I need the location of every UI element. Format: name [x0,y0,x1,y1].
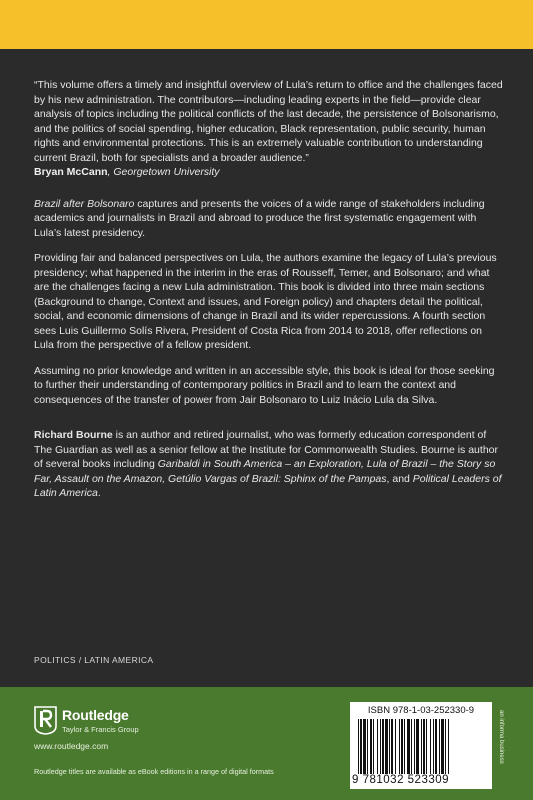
barcode-bar [360,719,362,774]
review-quote: “This volume offers a timely and insightful overview of Lula’s return to office and the challenges faced by his new administration. The contributors—including leading experts in the field—provide clear analysis of topics including the political conflicts of the last decade, the persistence of Bolsonarismo, and the politics of social spending, higher education, Black representation, public security, human rights and environmental protections. This is an extremely valuable contribution to understanding current Brazil, both for specialists and a broader audience.” [34,79,503,164]
routledge-logo-icon [34,706,57,735]
subject-category: POLITICS / LATIN AMERICA [34,655,154,665]
barcode-bar [416,719,419,774]
barcode-bar [433,719,434,774]
ebook-note: Routledge titles are available as eBook editions in a range of digital formats [34,767,274,776]
author-bio: Richard Bourne is an author and retired journalist, who was formerly education correspondent of The Guardian as well as a senior fellow at the Institute for Commonwealth Studies. Bourne is author of several books including Garibaldi in South America – an Exploration, Lula of Brazil – the Story so Far, Assault on the Amazon, Getúlio Vargas of Brazil: Sphinx of the Pampas, and Political Leaders of Latin America. [34,429,502,499]
reviewer-name: Bryan McCann [34,166,108,178]
barcode-bar [385,719,388,774]
barcode-bar [367,719,368,774]
book-title-inline: Brazil after Bolsonaro [34,197,135,210]
barcode-bar [414,719,415,774]
barcode-bar [441,719,444,774]
barcode-bar [363,719,366,774]
barcode-bar [439,719,440,774]
barcode-bar [407,719,410,774]
barcode-bar [426,719,427,774]
publisher-url[interactable]: www.routledge.com [34,741,109,751]
barcode-bar [373,719,374,774]
back-cover-text [34,78,504,512]
barcode-bar [404,719,405,774]
barcode-number: 9 781032 523309 [352,774,450,786]
barcode-bar [411,719,412,774]
barcode-bar [370,719,372,774]
review-attribution [34,165,504,180]
barcode-bar [382,719,384,774]
barcode-bar [401,719,403,774]
description-paragraph-1: Brazil after Bolsonaro captures and presents the voices of a wide range of stakeholders including academics and journalists in Brazil and abroad to produce the first systematic engagement with Lula’s latest presidency. [34,197,485,239]
barcode-bar [358,719,359,774]
description-paragraph-3: Assuming no prior knowledge and written in an accessible style, this book is ideal for those seeking to further their understanding of contemporary politics in Brazil and to learn the context and consequences of the transfer of power from Jair Bolsonaro to Luiz Inácio Lula da Silva. [34,364,495,406]
isbn-label: ISBN 978-1-03-252330-9 [367,705,475,716]
barcode-bar [445,719,446,774]
barcode-bar [448,719,449,774]
author-name: Richard Bourne [34,429,113,441]
barcode-bar [389,719,390,774]
barcode-bar [399,719,400,774]
top-color-band [0,0,533,49]
publisher-name: Routledge [62,707,129,723]
barcode-bar [430,719,431,774]
reviewer-affiliation: , Georgetown University [107,166,220,178]
publisher-group: Taylor & Francis Group [62,725,139,734]
barcode-bar [395,719,396,774]
barcode-bar [391,719,393,774]
description-paragraph-2: Providing fair and balanced perspectives on Lula, the authors examine the legacy of Lula’s previous presidency; what happened in the interim in the eras of Rousseff, Temer, and Bolsonaro; and what are the challenges facing a new Lula administration. This book is divided into three main sections (Background to change, Context and issues, and Foreign policy) and chapters detail the political, social, and economic dimensions of change in Brazil and its wider repercussions. A fourth section sees Luis Guillermo Solís Rivera, President of Costa Rica from 2014 to 2018, offer reflections on Lula from the perspective of a fellow president. [34,252,497,351]
informa-vertical-text: an informa business [498,710,504,764]
barcode [350,702,492,789]
barcode-bar [377,719,378,774]
barcode-bar [435,719,437,774]
barcode-bar [421,719,422,774]
barcode-bar [423,719,425,774]
barcode-bars [356,719,486,774]
barcode-bar [380,719,381,774]
